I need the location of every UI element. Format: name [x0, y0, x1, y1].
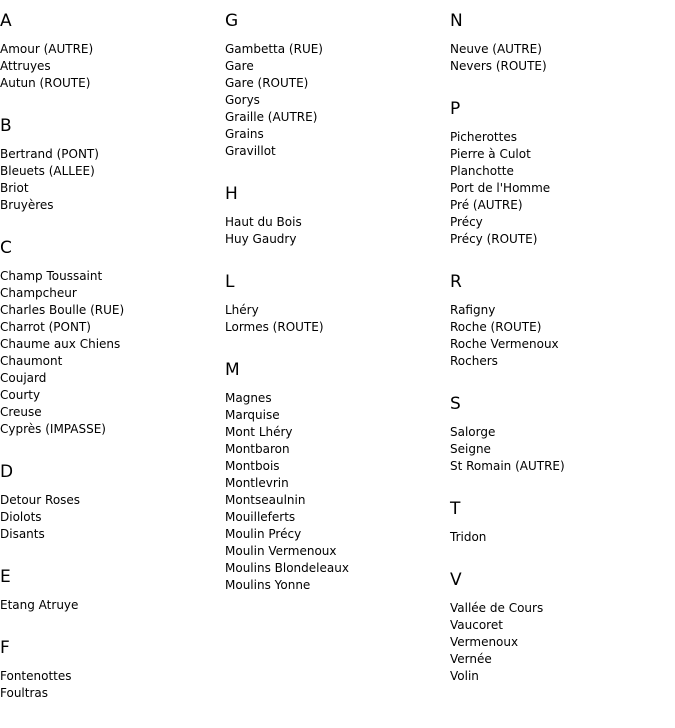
- place-item: Fontenottes: [0, 669, 72, 683]
- letter-group: [450, 88, 670, 261]
- place-item: Chaume aux Chiens: [0, 337, 121, 351]
- letter-group: [0, 0, 220, 105]
- letter-group: [0, 556, 220, 627]
- letter-heading: A: [0, 11, 12, 31]
- place-item: Grains: [225, 127, 264, 141]
- place-item: Lhéry: [225, 303, 259, 317]
- place-item: Coujard: [0, 371, 47, 385]
- letter-heading: D: [0, 462, 14, 482]
- place-item: Briot: [0, 181, 29, 195]
- place-list: [450, 129, 670, 261]
- place-item: Creuse: [0, 405, 42, 419]
- place-list: [225, 41, 445, 173]
- place-list: [0, 492, 220, 556]
- place-item: Mont Lhéry: [225, 425, 293, 439]
- place-item: Vaucoret: [450, 618, 503, 632]
- place-item: Pré (AUTRE): [450, 198, 523, 212]
- letter-heading: M: [225, 360, 240, 380]
- place-item: Magnes: [225, 391, 272, 405]
- place-list: [450, 302, 670, 383]
- index-column-1: [0, 0, 220, 715]
- place-list: [0, 668, 220, 715]
- letter-group: [450, 559, 670, 698]
- place-item: Montbois: [225, 459, 280, 473]
- place-item: Attruyes: [0, 59, 51, 73]
- place-item: Bleuets (ALLEE): [0, 164, 95, 178]
- place-item: Marquise: [225, 408, 280, 422]
- place-list: [0, 41, 220, 105]
- place-item: Moulins Blondeleaux: [225, 561, 349, 575]
- place-item: Seigne: [450, 442, 491, 456]
- place-item: Rafigny: [450, 303, 496, 317]
- place-item: Gorys: [225, 93, 260, 107]
- place-item: Gravillot: [225, 144, 276, 158]
- index-column-2: [225, 0, 445, 607]
- place-item: Gare (ROUTE): [225, 76, 309, 90]
- letter-heading: C: [0, 238, 12, 258]
- place-item: St Romain (AUTRE): [450, 459, 565, 473]
- letter-heading: T: [450, 499, 461, 519]
- place-item: Huy Gaudry: [225, 232, 297, 246]
- place-list: [450, 600, 670, 698]
- place-item: Disants: [0, 527, 45, 541]
- place-item: Graille (AUTRE): [225, 110, 318, 124]
- letter-group: [450, 488, 670, 559]
- place-item: Chaumont: [0, 354, 63, 368]
- place-item: Courty: [0, 388, 41, 402]
- place-item: Charles Boulle (RUE): [0, 303, 125, 317]
- place-item: Gambetta (RUE): [225, 42, 323, 56]
- place-item: Amour (AUTRE): [0, 42, 94, 56]
- place-item: Mouilleferts: [225, 510, 296, 524]
- place-item: Précy (ROUTE): [450, 232, 538, 246]
- place-item: Neuve (AUTRE): [450, 42, 542, 56]
- place-item: Tridon: [450, 530, 487, 544]
- place-item: Autun (ROUTE): [0, 76, 91, 90]
- place-list: [0, 268, 220, 451]
- letter-group: [0, 227, 220, 451]
- place-list: [450, 529, 670, 559]
- letter-group: [450, 0, 670, 88]
- place-item: Diolots: [0, 510, 42, 524]
- letter-heading: B: [0, 116, 12, 136]
- place-item: Moulin Précy: [225, 527, 302, 541]
- letter-heading: F: [0, 638, 10, 658]
- place-item: Detour Roses: [0, 493, 81, 507]
- place-list: [225, 302, 445, 349]
- place-list: [450, 41, 670, 88]
- place-item: Bertrand (PONT): [0, 147, 99, 161]
- place-item: Précy: [450, 215, 483, 229]
- place-list: [0, 146, 220, 227]
- place-item: Roche (ROUTE): [450, 320, 542, 334]
- place-list: [450, 424, 670, 488]
- letter-heading: R: [450, 272, 462, 292]
- letter-heading: E: [0, 567, 11, 587]
- place-item: Vallée de Cours: [450, 601, 544, 615]
- place-item: Volin: [450, 669, 479, 683]
- place-item: Planchotte: [450, 164, 514, 178]
- place-item: Nevers (ROUTE): [450, 59, 547, 73]
- letter-heading: G: [225, 11, 239, 31]
- place-item: Roche Vermenoux: [450, 337, 559, 351]
- place-item: Foultras: [0, 686, 48, 700]
- place-item: Vermenoux: [450, 635, 519, 649]
- place-item: Lormes (ROUTE): [225, 320, 324, 334]
- place-item: Pierre à Culot: [450, 147, 531, 161]
- place-list: [0, 597, 220, 627]
- place-item: Bruyères: [0, 198, 54, 212]
- letter-heading: H: [225, 184, 238, 204]
- letter-heading: L: [225, 272, 235, 292]
- place-item: Gare: [225, 59, 254, 73]
- place-item: Montseaulnin: [225, 493, 306, 507]
- place-list: [225, 214, 445, 261]
- letter-group: [0, 627, 220, 715]
- place-item: Montlevrin: [225, 476, 289, 490]
- letter-group: [225, 349, 445, 607]
- letter-heading: P: [450, 99, 461, 119]
- place-list: [225, 390, 445, 607]
- letter-heading: V: [450, 570, 462, 590]
- letter-group: [225, 173, 445, 261]
- place-item: Charrot (PONT): [0, 320, 91, 334]
- place-item: Champ Toussaint: [0, 269, 103, 283]
- letter-group: [450, 261, 670, 383]
- place-item: Montbaron: [225, 442, 290, 456]
- letter-group: [450, 383, 670, 488]
- letter-group: [0, 451, 220, 556]
- place-item: Champcheur: [0, 286, 77, 300]
- place-item: Picherottes: [450, 130, 517, 144]
- place-item: Etang Atruye: [0, 598, 79, 612]
- place-item: Port de l'Homme: [450, 181, 551, 195]
- index-column-3: [450, 0, 670, 698]
- place-item: Cyprès (IMPASSE): [0, 422, 106, 436]
- place-item: Rochers: [450, 354, 498, 368]
- place-item: Moulins Yonne: [225, 578, 311, 592]
- letter-group: [225, 261, 445, 349]
- letter-heading: S: [450, 394, 461, 414]
- place-item: Vernée: [450, 652, 492, 666]
- place-item: Haut du Bois: [225, 215, 302, 229]
- letter-group: [0, 105, 220, 227]
- letter-heading: N: [450, 11, 463, 31]
- place-item: Moulin Vermenoux: [225, 544, 337, 558]
- place-item: Salorge: [450, 425, 496, 439]
- letter-group: [225, 0, 445, 173]
